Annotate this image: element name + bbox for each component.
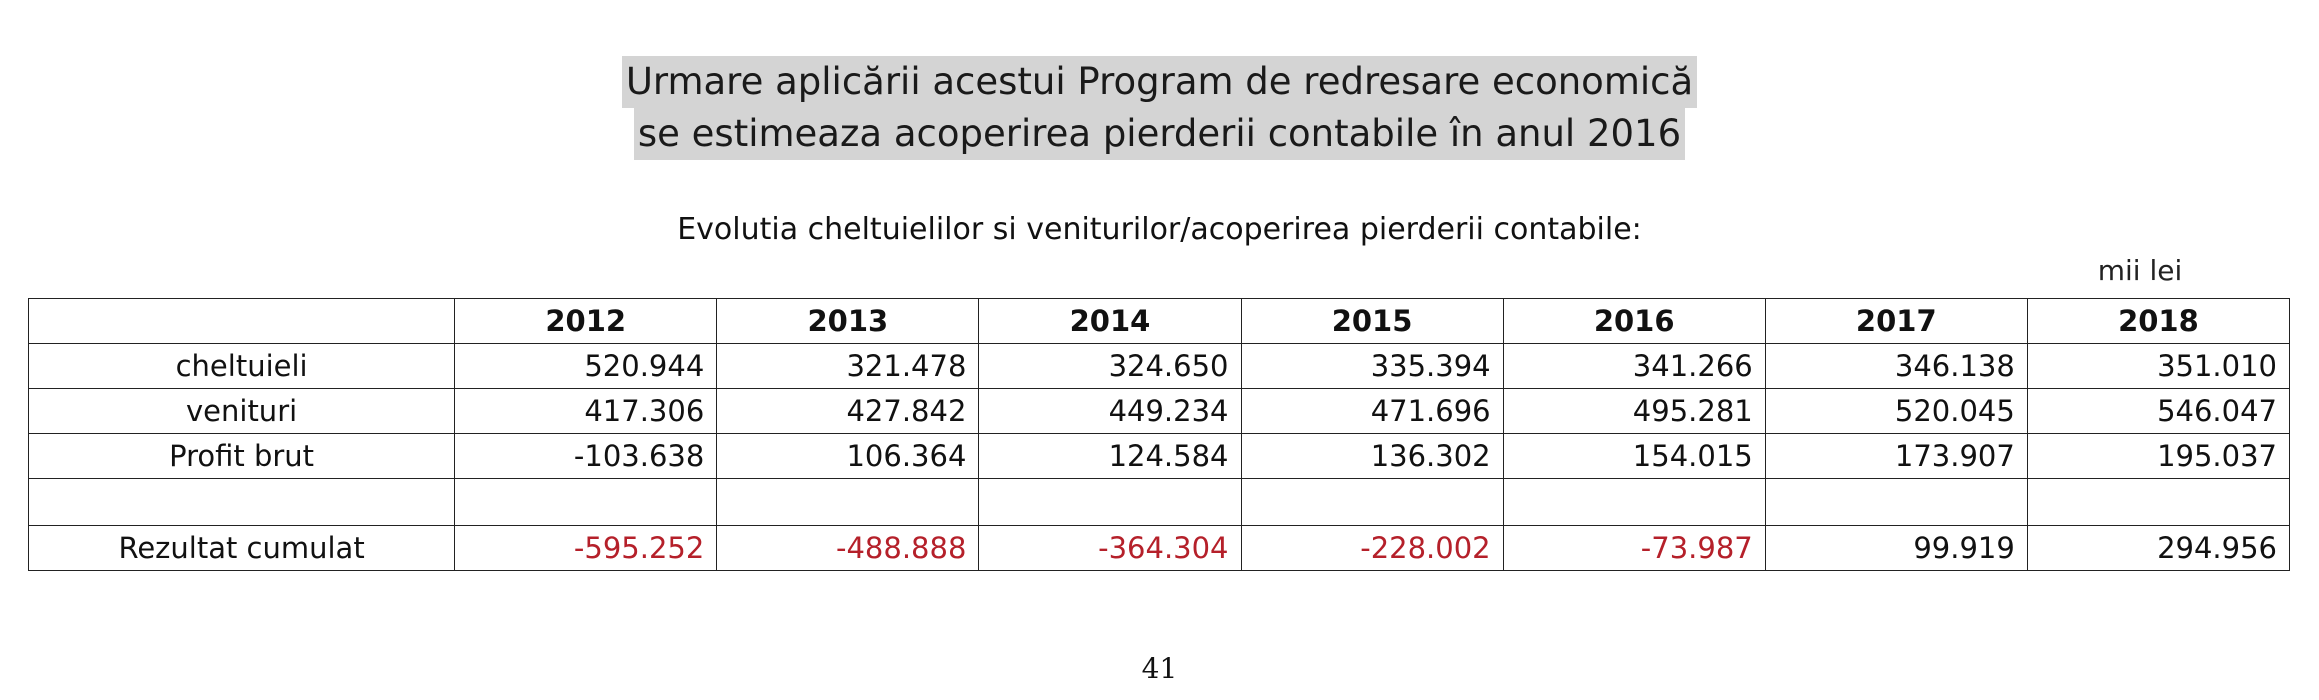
table-cell: 546.047 (2027, 389, 2289, 434)
table-cell: 99.919 (1765, 526, 2027, 571)
unit-label: mii lei (2097, 254, 2183, 287)
empty-cell (979, 479, 1241, 526)
table-cell: 173.907 (1765, 434, 2027, 479)
table-cell: 321.478 (717, 344, 979, 389)
table-row-empty (29, 479, 2290, 526)
empty-cell (455, 479, 717, 526)
table-cell: 106.364 (717, 434, 979, 479)
empty-cell (2027, 479, 2289, 526)
table-row-rezultat-cumulat (29, 526, 2290, 571)
row-label: venituri (29, 389, 455, 434)
table-cell: 324.650 (979, 344, 1241, 389)
row-label: Profit brut (29, 434, 455, 479)
empty-cell (1765, 479, 2027, 526)
title-line-2: se estimeaza acoperirea pierderii contabile în anul 2016 (634, 108, 1685, 160)
table-cell: -595.252 (455, 526, 717, 571)
table-cell: -488.888 (717, 526, 979, 571)
table-cell: 520.045 (1765, 389, 2027, 434)
table-row-cheltuieli (29, 344, 2290, 389)
header-year: 2015 (1241, 299, 1503, 344)
header-year: 2017 (1765, 299, 2027, 344)
table-row-profit-brut (29, 434, 2290, 479)
header-empty-cell (29, 299, 455, 344)
table-cell: -73.987 (1503, 526, 1765, 571)
header-year: 2012 (455, 299, 717, 344)
table-cell: 351.010 (2027, 344, 2289, 389)
row-label: cheltuieli (29, 344, 455, 389)
table-cell: 471.696 (1241, 389, 1503, 434)
table-cell: -103.638 (455, 434, 717, 479)
table-cell: -228.002 (1241, 526, 1503, 571)
header-year: 2018 (2027, 299, 2289, 344)
table-cell: 335.394 (1241, 344, 1503, 389)
empty-cell (29, 479, 455, 526)
table-cell: 346.138 (1765, 344, 2027, 389)
empty-cell (1241, 479, 1503, 526)
table-cell: 136.302 (1241, 434, 1503, 479)
table-cell: 341.266 (1503, 344, 1765, 389)
table-cell: 495.281 (1503, 389, 1765, 434)
empty-cell (1503, 479, 1765, 526)
table-cell: 417.306 (455, 389, 717, 434)
table-cell: 154.015 (1503, 434, 1765, 479)
table-cell: -364.304 (979, 526, 1241, 571)
table-cell: 520.944 (455, 344, 717, 389)
table-header-row (29, 299, 2290, 344)
table-cell: 427.842 (717, 389, 979, 434)
table-cell: 195.037 (2027, 434, 2289, 479)
empty-cell (717, 479, 979, 526)
page-number: 41 (1141, 652, 1178, 685)
table-cell: 294.956 (2027, 526, 2289, 571)
title-line-1: Urmare aplicării acestui Program de redresare economică (622, 56, 1697, 108)
title-block (0, 56, 2319, 160)
row-label: Rezultat cumulat (29, 526, 455, 571)
header-year: 2013 (717, 299, 979, 344)
table-row-venituri (29, 389, 2290, 434)
header-year: 2016 (1503, 299, 1765, 344)
table-subtitle: Evolutia cheltuielilor si veniturilor/acoperirea pierderii contabile: (677, 212, 1642, 247)
financial-table (28, 298, 2290, 571)
table-cell: 449.234 (979, 389, 1241, 434)
table-cell: 124.584 (979, 434, 1241, 479)
header-year: 2014 (979, 299, 1241, 344)
